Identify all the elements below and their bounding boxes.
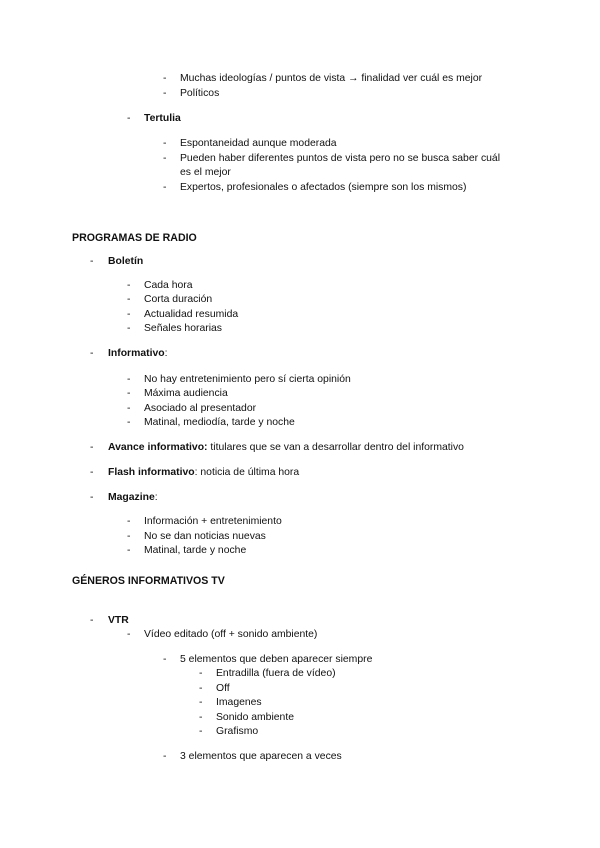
list-item: [108, 255, 143, 269]
bullet-dash: -: [163, 88, 167, 99]
bullet-dash: -: [127, 545, 131, 556]
bullet-dash: -: [127, 388, 131, 399]
bullet-dash: -: [90, 492, 94, 503]
list-item: Expertos, profesionales o afectados (siempre son los mismos): [180, 182, 467, 193]
bullet-dash: -: [90, 256, 94, 267]
section-heading: PROGRAMAS DE RADIO: [72, 232, 197, 244]
bullet-dash: -: [127, 309, 131, 320]
bullet-dash: -: [127, 417, 131, 428]
bold-term: Informativo: [108, 348, 165, 359]
section-heading: GÉNEROS INFORMATIVOS TV: [72, 575, 225, 587]
bullet-dash: -: [127, 294, 131, 305]
item-text: :: [164, 348, 168, 359]
list-item: 3 elementos que aparecen a veces: [180, 751, 342, 762]
list-item: Matinal, tarde y noche: [144, 545, 247, 556]
bullet-dash: -: [90, 467, 94, 478]
bullet-dash: -: [127, 516, 131, 527]
list-item: Sonido ambiente: [216, 712, 294, 723]
list-item: Entradilla (fuera de vídeo): [216, 668, 336, 679]
bullet-dash: -: [127, 280, 131, 291]
list-item: No se dan noticias nuevas: [144, 531, 266, 542]
bullet-dash: -: [199, 668, 203, 679]
bullet-dash: -: [90, 442, 94, 453]
list-item: Matinal, mediodía, tarde y noche: [144, 417, 295, 428]
bullet-dash: -: [127, 113, 131, 124]
list-item: Vídeo editado (off + sonido ambiente): [144, 629, 318, 640]
bullet-dash: -: [199, 697, 203, 708]
list-item: Grafismo: [216, 726, 259, 737]
bullet-dash: -: [199, 683, 203, 694]
bold-term: Magazine: [108, 492, 155, 503]
list-item: Espontaneidad aunque moderada: [180, 138, 337, 149]
list-item: [108, 441, 464, 455]
list-item: [108, 614, 129, 628]
list-item: [108, 491, 158, 505]
list-item: [108, 466, 299, 480]
bullet-dash: -: [90, 348, 94, 359]
bold-term: Flash informativo: [108, 467, 195, 478]
list-item: Cada hora: [144, 280, 193, 291]
list-item: Señales horarias: [144, 323, 222, 334]
list-item: Información + entretenimiento: [144, 516, 282, 527]
list-item: Máxima audiencia: [144, 388, 228, 399]
item-text: : noticia de última hora: [194, 467, 300, 478]
bullet-dash: -: [127, 531, 131, 542]
bullet-dash: -: [127, 403, 131, 414]
list-item-continuation: es el mejor: [180, 167, 231, 178]
bullet-dash: -: [163, 654, 167, 665]
list-item: Actualidad resumida: [144, 309, 239, 320]
bold-term: Tertulia: [144, 113, 181, 124]
bullet-dash: -: [163, 153, 167, 164]
list-item: Corta duración: [144, 294, 213, 305]
item-text: :: [154, 492, 158, 503]
bullet-dash: -: [199, 712, 203, 723]
bold-term: VTR: [108, 615, 129, 626]
list-item: Imagenes: [216, 697, 262, 708]
bullet-dash: -: [163, 73, 167, 84]
item-text: titulares que se van a desarrollar dentro del informativo: [207, 442, 464, 453]
bullet-dash: -: [163, 182, 167, 193]
list-item: Asociado al presentador: [144, 403, 257, 414]
bullet-dash: -: [127, 323, 131, 334]
bullet-dash: -: [127, 374, 131, 385]
bullet-dash: -: [163, 138, 167, 149]
list-item: [144, 112, 181, 126]
list-item: Off: [216, 683, 230, 694]
list-item: [108, 347, 167, 361]
bullet-dash: -: [199, 726, 203, 737]
list-item: Políticos: [180, 88, 220, 99]
list-item: Muchas ideologías / puntos de vista → finalidad ver cuál es mejor: [180, 73, 483, 84]
bold-term: Avance informativo:: [108, 442, 208, 453]
bold-term: Boletín: [108, 256, 144, 267]
bullet-dash: -: [163, 751, 167, 762]
bullet-dash: -: [90, 615, 94, 626]
bullet-dash: -: [127, 629, 131, 640]
list-item: 5 elementos que deben aparecer siempre: [180, 654, 373, 665]
list-item: No hay entretenimiento pero sí cierta opinión: [144, 374, 351, 385]
list-item: Pueden haber diferentes puntos de vista pero no se busca saber cuál: [180, 153, 501, 164]
